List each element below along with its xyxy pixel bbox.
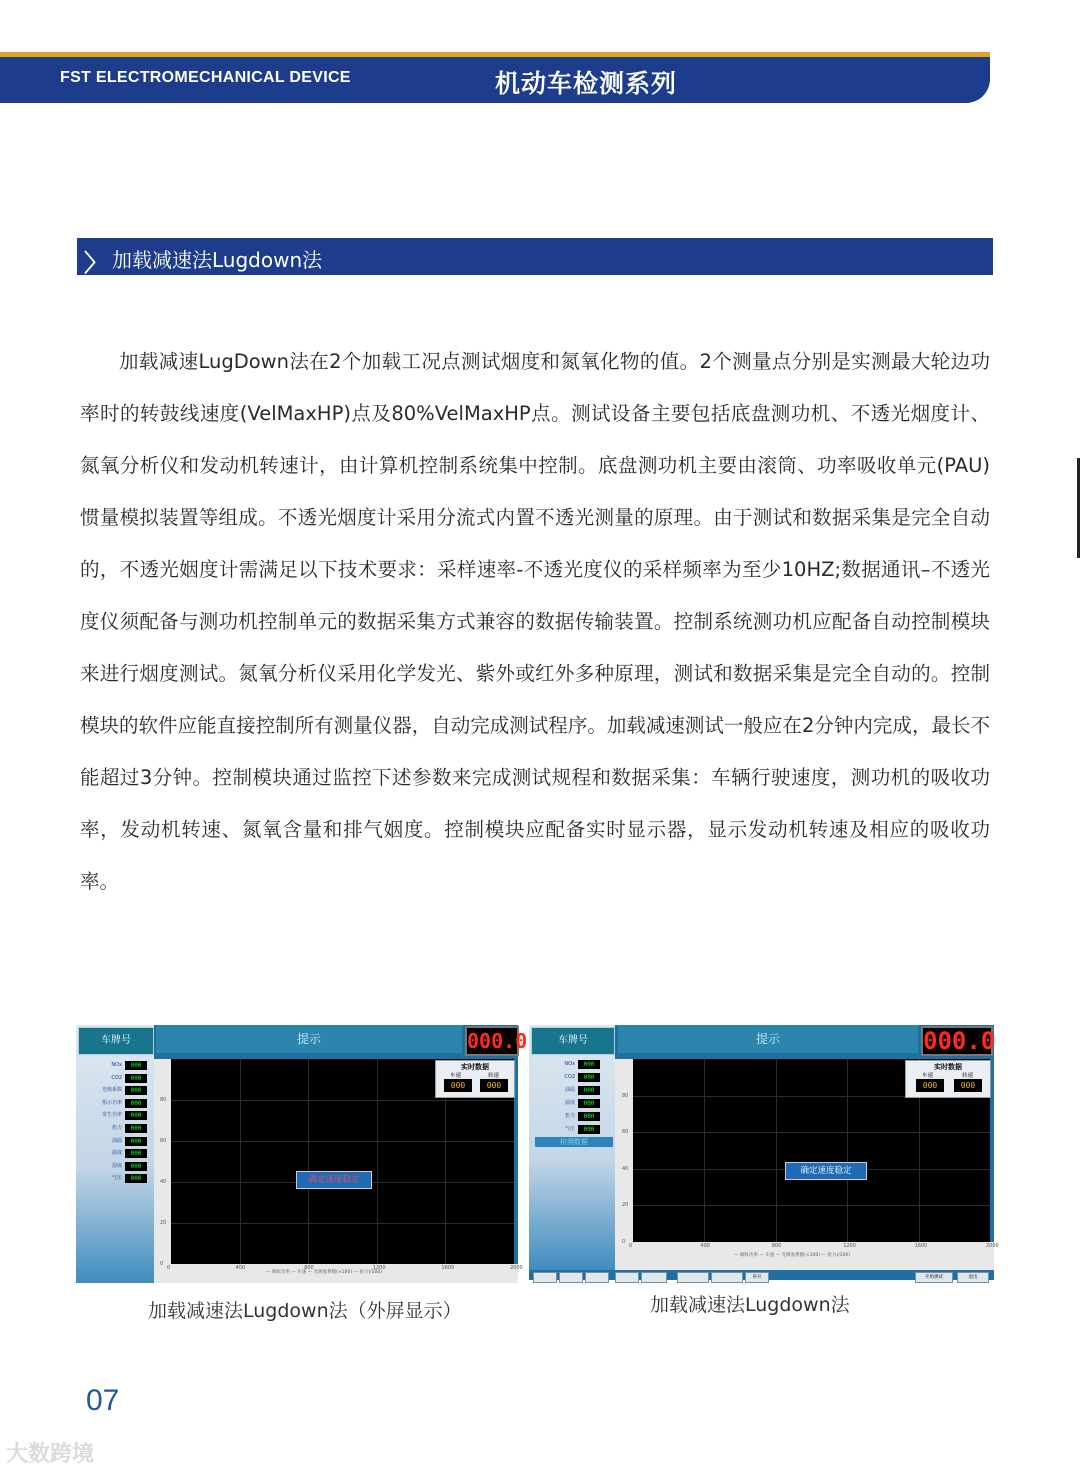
speed-display: 000.0 — [465, 1026, 519, 1056]
detect-data-title: 检测数据 — [535, 1137, 613, 1147]
y-tick-label: 80 — [622, 1092, 629, 1099]
reading-row — [80, 1060, 150, 1071]
series-title: 机动车检测系列 — [495, 69, 678, 98]
reading-row — [533, 1072, 603, 1083]
toolbar-button[interactable] — [559, 1272, 583, 1283]
reading-label: 湿度 — [111, 1162, 122, 1169]
reading-row — [80, 1110, 150, 1121]
realtime-label-speed: 车速 — [922, 1073, 934, 1079]
plot-legend: — 吸收功率 — 车速 — 光吸收系数(×100) — 扭力(/100) — [266, 1270, 382, 1275]
reading-value: 000 — [125, 1099, 147, 1108]
screenshot-main-display — [529, 1025, 999, 1280]
reading-label: 油温 — [111, 1137, 122, 1144]
caption-left: 加载减速法Lugdown法（外屏显示） — [148, 1300, 462, 1322]
chevron-right-icon: 〉 — [84, 249, 108, 277]
realtime-panel — [435, 1060, 515, 1098]
toolbar-button[interactable] — [585, 1272, 609, 1283]
reading-value: 000 — [125, 1061, 147, 1070]
screenshot-external-display — [76, 1025, 528, 1283]
x-tick-label: 800 — [771, 1243, 782, 1249]
plate-number-label: 车牌号 — [531, 1027, 615, 1055]
reading-value: 000 — [125, 1111, 147, 1120]
lift-button[interactable]: 举升 — [745, 1272, 769, 1283]
y-tick-label: 0 — [160, 1261, 164, 1267]
reading-label: 气压 — [564, 1126, 575, 1132]
reading-label: 寄生功率 — [101, 1112, 122, 1119]
toolbar-button[interactable] — [615, 1272, 639, 1283]
x-tick-label: 1600 — [441, 1265, 455, 1271]
x-tick-label: 0 — [629, 1243, 633, 1249]
speed-display: 000.0 — [923, 1027, 996, 1055]
x-tick-label: 400 — [700, 1243, 710, 1249]
x-tick-label: 2000 — [510, 1265, 523, 1271]
bottom-toolbar — [529, 1270, 994, 1280]
y-tick-label: 80 — [160, 1097, 167, 1103]
reading-value: 000 — [578, 1099, 600, 1108]
exit-button[interactable]: 退出 — [957, 1272, 989, 1283]
reading-row — [533, 1124, 603, 1135]
reading-row — [533, 1085, 603, 1096]
toolbar-button[interactable] — [533, 1272, 557, 1283]
x-tick-label: 0 — [167, 1265, 171, 1271]
page-number: 07 — [86, 1384, 120, 1417]
reading-label: 扭力 — [564, 1113, 575, 1119]
company-name: FST ELECTROMECHANICAL DEVICE — [60, 69, 351, 86]
plate-number-label: 车牌号 — [78, 1027, 154, 1055]
y-tick-label: 60 — [622, 1129, 629, 1136]
tip-bar: 提示 — [156, 1025, 462, 1053]
reading-row — [80, 1161, 150, 1172]
reading-label: 光吸系数 — [101, 1087, 122, 1094]
realtime-speed-value: 000 — [444, 1079, 472, 1092]
confirm-speed-stable-button[interactable]: 确定速度稳定 — [785, 1162, 867, 1180]
body-paragraph: 加载减速LugDown法在2个加载工况点测试烟度和氮氧化物的值。2个测量点分别是实测最大轮边功率时的转鼓线速度(VelMaxHP)点及80%VelMaxHP点。测试设备主要包括底盘测功机、不透光烟度计、氮氧分析仪和发动机转速计，由计算机控制系统集中控制。底盘测功机主要由滚筒、功率吸收单元(PAU)惯量模拟装置等组成。不透光烟度计采用分流式内置不透光测量的原理。由于测试和数据采集是完全自动的，不透光姻度计需满足以下技术要求：采样速率-不透光度仪的采样频率为至少10HZ;数据通讯–不透光度仪须配备与测功机控制单元的数据采集方式兼容的数据传输装置。控制系统测功机应配备自动控制模块来进行烟度测试。氮氧分析仪采用化学发光、紫外或红外多种原理，测试和数据采集是完全自动的。控制模块的软件应能直接控制所有测量仪器，自动完成测试程序。加载减速测试一般应在2分钟内完成，最长不能超过3分钟。控制模块通过监控下述参数来完成测试规程和数据采集：车辆行驶速度，测功机的吸收功率，发动机转速、氮氧含量和排气姻度。控制模块应配备实时显示器，显示发动机转速及相应的吸收功率。 — [80, 350, 990, 893]
reading-label: 温度 — [564, 1100, 575, 1106]
reading-label: CO2 — [564, 1074, 575, 1080]
reading-value: 000 — [125, 1149, 147, 1158]
y-tick-label: 0 — [622, 1239, 626, 1245]
reading-row — [80, 1136, 150, 1147]
confirm-speed-stable-button[interactable]: 确定速度稳定 — [296, 1171, 372, 1189]
reading-label: 温度 — [111, 1150, 122, 1157]
reading-label: 指示功率 — [101, 1099, 122, 1106]
realtime-title: 实时数据 — [934, 1063, 962, 1071]
y-tick-label: 20 — [622, 1202, 629, 1209]
reading-row — [80, 1148, 150, 1159]
reading-value: 000 — [578, 1060, 600, 1069]
reading-label: CO2 — [111, 1074, 122, 1081]
reading-value: 000 — [125, 1174, 147, 1183]
reading-row — [80, 1085, 150, 1096]
y-tick-label: 60 — [160, 1138, 167, 1144]
realtime-label-speed: 车速 — [450, 1073, 462, 1079]
section-title: 加载减速法Lugdown法 — [112, 248, 323, 272]
x-tick-label: 1200 — [843, 1243, 856, 1249]
reading-label: 气压 — [111, 1175, 122, 1182]
x-tick-label: 1600 — [914, 1243, 928, 1249]
x-tick-label: 2000 — [986, 1243, 999, 1249]
realtime-rpm-value: 000 — [954, 1079, 982, 1092]
reading-value: 000 — [578, 1073, 600, 1082]
reading-label: 油温 — [564, 1087, 575, 1093]
reading-value: 000 — [125, 1124, 147, 1133]
start-test-button[interactable]: 开始测试 — [915, 1272, 953, 1283]
reading-label: NOx — [111, 1062, 122, 1068]
watermark-logo: 大数跨境 — [6, 1442, 95, 1467]
realtime-speed-value: 000 — [916, 1079, 944, 1092]
reading-label: NOx — [564, 1061, 575, 1067]
toolbar-option[interactable] — [677, 1272, 709, 1283]
x-tick-label: 400 — [235, 1265, 246, 1271]
reading-label: 扭力 — [111, 1125, 122, 1131]
reading-row — [533, 1059, 603, 1070]
reading-row — [80, 1123, 150, 1134]
tip-bar: 提示 — [618, 1025, 918, 1053]
reading-value: 000 — [125, 1137, 147, 1146]
toolbar-button[interactable] — [641, 1272, 667, 1283]
x-tick-label: 1200 — [372, 1265, 386, 1271]
reading-value: 000 — [125, 1086, 147, 1095]
reading-row — [80, 1098, 150, 1109]
y-tick-label: 40 — [160, 1179, 167, 1185]
caption-right: 加载减速法Lugdown法 — [650, 1294, 850, 1316]
x-tick-label: 800 — [304, 1265, 314, 1271]
reading-row — [80, 1173, 150, 1184]
realtime-panel — [905, 1060, 991, 1098]
realtime-title: 实时数据 — [461, 1063, 489, 1071]
reading-value: 000 — [578, 1112, 600, 1121]
reading-value: 000 — [578, 1086, 600, 1095]
plot-legend: — 吸收功率 — 车速 — 光吸收系数(×100) — 扭力(/100) — [734, 1253, 850, 1258]
realtime-rpm-value: 000 — [480, 1079, 508, 1092]
realtime-label-rpm: 转速 — [488, 1073, 500, 1079]
y-tick-label: 20 — [160, 1220, 167, 1226]
reading-value: 000 — [125, 1074, 147, 1083]
reading-row — [80, 1073, 150, 1084]
reading-value: 000 — [578, 1125, 600, 1134]
y-tick-label: 40 — [622, 1165, 629, 1172]
toolbar-option[interactable] — [711, 1272, 743, 1283]
reading-row — [533, 1098, 603, 1109]
realtime-label-rpm: 转速 — [962, 1073, 974, 1079]
reading-value: 000 — [125, 1162, 147, 1171]
reading-row — [533, 1111, 603, 1122]
